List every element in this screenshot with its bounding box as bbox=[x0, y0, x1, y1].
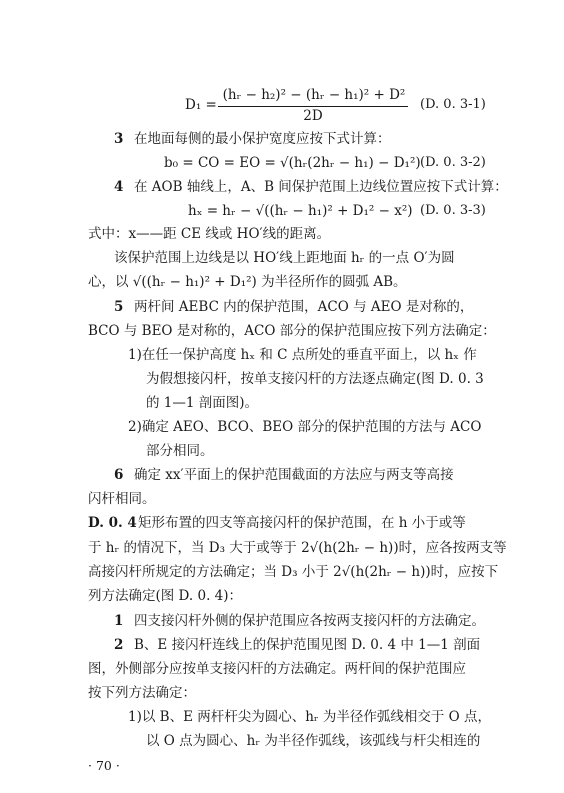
item4-number: 4 bbox=[114, 179, 124, 195]
d04-line-3: 高接闪杆所规定的方法确定；当 D₃ 小于 2√(h(2hᵣ − h))时，应按下 bbox=[88, 564, 499, 580]
item5-line-1: 两杆间 AEBC 内的保护范围，ACO 与 AEO 是对称的， bbox=[134, 299, 474, 315]
eq2-number: (D. 0. 3-2) bbox=[420, 155, 486, 170]
eq1-numerator: (hᵣ − h₂)² − (hᵣ − h₁)² + D² bbox=[222, 87, 406, 103]
sub1-line-2: 为假想接闪杆，按单支接闪杆的方法逐点确定(图 D. 0. 3 bbox=[146, 371, 484, 387]
item3-text: 在地面每侧的最小保护宽度应按下式计算： bbox=[134, 131, 391, 147]
sub2-line-1: 2)确定 AEO、BCO、BEO 部分的保护范围的方法与 ACO bbox=[128, 419, 482, 435]
para-upper-line-2: 心，以 √((hᵣ − h₁)² + D₁²) 为半径所作的圆弧 AB。 bbox=[88, 274, 407, 290]
d04-line-1: 矩形布置的四支等高接闪杆的保护范围，在 h 小于或等 bbox=[138, 515, 466, 531]
para-upper-line-1: 该保护范围上边线是以 HO′线上距地面 hᵣ 的一点 O′为圆 bbox=[114, 250, 455, 266]
item6-line-2: 闪杆相同。 bbox=[88, 491, 156, 507]
d04-line-4: 列方法确定(图 D. 0. 4)： bbox=[88, 588, 243, 604]
eq1-lhs: D₁ = bbox=[185, 97, 217, 113]
where-line: 式中：x——距 CE 线或 HO′线的距离。 bbox=[88, 226, 331, 242]
d04-item1-number: 1 bbox=[114, 613, 124, 629]
eq2-formula: b₀ = CO = EO = √(hᵣ(2hᵣ − h₁) − D₁²) bbox=[164, 155, 421, 171]
d04-item2-number: 2 bbox=[114, 637, 124, 653]
sub1-line-3: 的 1—1 剖面图)。 bbox=[146, 395, 259, 411]
d04-line-2: 于 hᵣ 的情况下，当 D₃ 大于或等于 2√(h(2hᵣ − h))时，应各按两支等 bbox=[88, 540, 507, 556]
d04-number: D. 0. 4 bbox=[88, 515, 137, 531]
sub2-line-2: 部分相同。 bbox=[146, 443, 214, 459]
d04-sub1-line-1: 1)以 B、E 两杆杆尖为圆心、hᵣ 为半径作弧线相交于 O 点， bbox=[128, 709, 492, 725]
item3-number: 3 bbox=[114, 131, 124, 147]
eq1-number: (D. 0. 3-1) bbox=[420, 97, 486, 112]
item6-line-1: 确定 xx′平面上的保护范围截面的方法应与两支等高接 bbox=[134, 467, 454, 483]
item5-line-2: BCO 与 BEO 是对称的，ACO 部分的保护范围应按下列方法确定： bbox=[88, 323, 496, 339]
eq3-formula: hₓ = hᵣ − √((hᵣ − h₁)² + D₁² − x²) bbox=[188, 203, 413, 219]
item6-number: 6 bbox=[114, 467, 124, 483]
eq3-number: (D. 0. 3-3) bbox=[420, 203, 486, 218]
d04-item2-line-2: 图，外侧部分应按单支接闪杆的方法确定。两杆间的保护范围应 bbox=[88, 661, 466, 677]
item4-text: 在 AOB 轴线上，A、B 间保护范围上边线位置应按下式计算： bbox=[134, 179, 508, 195]
eq1-denominator: 2D bbox=[303, 108, 323, 124]
sub1-line-1: 1)在任一保护高度 hₓ 和 C 点所处的垂直平面上，以 hₓ 作 bbox=[128, 347, 477, 363]
page-number: · 70 · bbox=[88, 758, 120, 773]
d04-sub1-line-2: 以 O 点为圆心、hᵣ 为半径作弧线，该弧线与杆尖相连的 bbox=[146, 733, 481, 749]
d04-item2-line-3: 按下列方法确定： bbox=[88, 685, 196, 701]
d04-item1-text: 四支接闪杆外侧的保护范围应各按两支接闪杆的方法确定。 bbox=[134, 613, 485, 629]
item5-number: 5 bbox=[114, 299, 124, 315]
d04-item2-line-1: B、E 接闪杆连线上的保护范围见图 D. 0. 4 中 1—1 剖面 bbox=[134, 637, 481, 653]
